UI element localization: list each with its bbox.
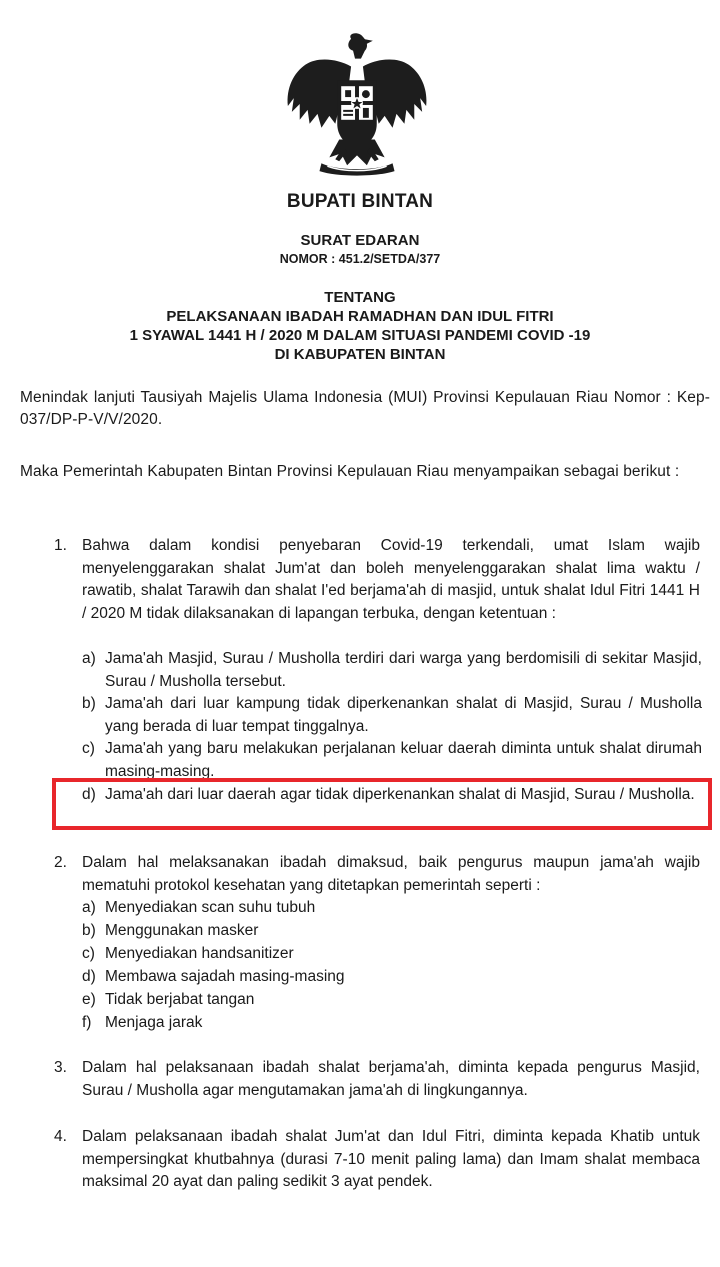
sub-item-text: Membawa sajadah masing-masing bbox=[105, 968, 345, 985]
sub-item-text: Jama'ah Masjid, Surau / Musholla terdiri dari warga yang berdomisili di sekitar Masjid, Surau / Musholla tersebut. bbox=[105, 650, 702, 690]
sub-item-label: d) bbox=[82, 968, 96, 985]
document-number: NOMOR : 451.2/SETDA/377 bbox=[279, 252, 441, 266]
sub-item-text: Menyediakan scan suhu tubuh bbox=[105, 899, 316, 916]
about-label: TENTANG bbox=[324, 289, 396, 306]
about-line: PELAKSANAAN IBADAH RAMADHAN DAN IDUL FITRI bbox=[166, 308, 554, 325]
document-type: SURAT EDARAN bbox=[300, 232, 420, 249]
about-line: 1 SYAWAL 1441 H / 2020 M DALAM SITUASI PANDEMI COVID -19 bbox=[129, 327, 591, 344]
about-line: DI KABUPATEN BINTAN bbox=[274, 346, 446, 363]
point-number: 2. bbox=[54, 854, 67, 871]
sub-item-label: e) bbox=[82, 991, 96, 1008]
lead-paragraph: Maka Pemerintah Kabupaten Bintan Provinsi Kepulauan Riau menyampaikan sebagai berikut : bbox=[20, 463, 680, 480]
sub-item-label: c) bbox=[82, 945, 95, 962]
document-title: BUPATI BINTAN bbox=[286, 191, 434, 212]
about-section bbox=[0, 288, 720, 364]
sub-item-text: Jama'ah dari luar kampung tidak diperkenankan shalat di Masjid, Surau / Musholla yang berada di luar tempat tinggalnya. bbox=[105, 695, 702, 735]
sub-item-label: b) bbox=[82, 695, 96, 712]
highlight-box bbox=[52, 778, 712, 830]
point-number: 3. bbox=[54, 1059, 67, 1076]
point-text: Dalam pelaksanaan ibadah shalat Jum'at dan Idul Fitri, diminta kepada Khatib untuk mempersingkat khutbahnya (durasi 7-10 menit paling lama) dan Imam shalat membaca maksimal 20 ayat dan paling sedikit 3 ayat pendek. bbox=[82, 1128, 700, 1191]
sub-item-text: Jama'ah dari luar daerah agar tidak diperkenankan shalat di Masjid, Surau / Musholla. bbox=[105, 786, 695, 803]
sub-item-text: Menjaga jarak bbox=[105, 1014, 203, 1031]
garuda-emblem-icon bbox=[278, 28, 436, 178]
point-number: 1. bbox=[54, 537, 67, 554]
point-text: Dalam hal pelaksanaan ibadah shalat berjama'ah, diminta kepada pengurus Masjid, Surau / Musholla agar mengutamakan jama'ah di lingkungannya. bbox=[82, 1059, 700, 1099]
sub-item-label: a) bbox=[82, 899, 96, 916]
sub-item-label: d) bbox=[82, 786, 96, 803]
sub-item-text: Jama'ah yang baru melakukan perjalanan keluar daerah diminta untuk shalat dirumah masing-masing. bbox=[105, 740, 702, 780]
sub-item-text: Menggunakan masker bbox=[105, 922, 259, 939]
sub-item-text: Menyediakan handsanitizer bbox=[105, 945, 294, 962]
point-text: Bahwa dalam kondisi penyebaran Covid-19 terkendali, umat Islam wajib menyelenggarakan shalat Jum'at dan boleh menyelenggarakan shalat lima waktu / rawatib, shalat Tarawih dan shalat I'ed berjama'ah di masjid, untuk shalat Idul Fitri 1441 H / 2020 M tidak dilaksanakan di lapangan terbuka, dengan ketentuan : bbox=[82, 537, 700, 623]
point-text: Dalam hal melaksanakan ibadah dimaksud, baik pengurus maupun jama'ah wajib mematuhi protokol kesehatan yang ditetapkan pemerintah seperti : bbox=[82, 854, 700, 894]
sub-item-label: a) bbox=[82, 650, 96, 667]
sub-item-label: b) bbox=[82, 922, 96, 939]
sub-item-label: f) bbox=[82, 1014, 92, 1031]
sub-item-text: Tidak berjabat tangan bbox=[105, 991, 255, 1008]
point-number: 4. bbox=[54, 1128, 67, 1145]
sub-item-label: c) bbox=[82, 740, 95, 757]
intro-paragraph: Menindak lanjuti Tausiyah Majelis Ulama Indonesia (MUI) Provinsi Kepulauan Riau Nomor : Kep-037/DP-P-V/V/2020. bbox=[20, 389, 710, 428]
